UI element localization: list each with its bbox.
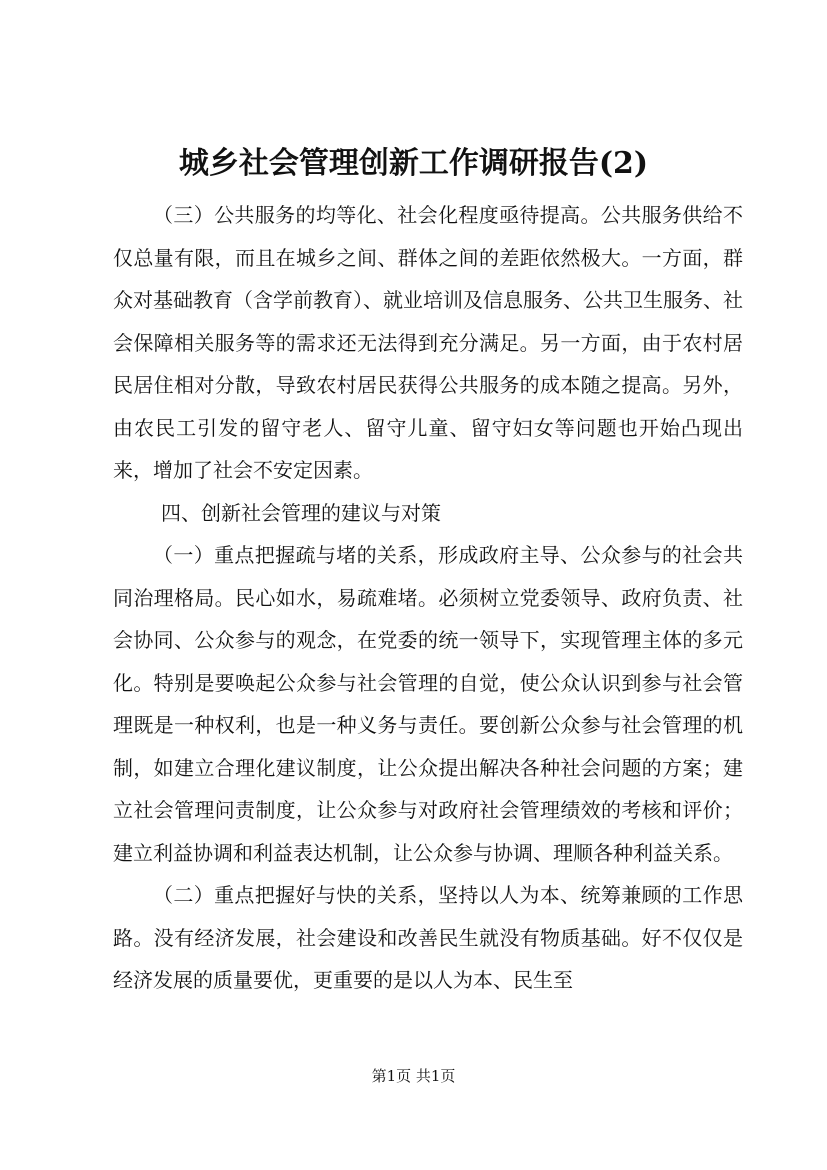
paragraph-good-and-fast: （二）重点把握好与快的关系，坚持以人为本、统筹兼顾的工作思路。没有经济发展，社会建设和改善民生就没有物质基础。好不仅仅是经济发展的质量要优，更重要的是以人为本、民生至 <box>113 883 743 992</box>
section-heading-suggestions: 四、创新社会管理的建议与对策 <box>161 500 441 525</box>
paragraph-dredge-and-block: （一）重点把握疏与堵的关系，形成政府主导、公众参与的社会共同治理格局。民心如水，易疏难堵。必须树立党委领导、政府负责、社会协同、公众参与的观念，在党委的统一领导下，实现管理主体的多元化。特别是要唤起公众参与社会管理的自觉，使公众认识到参与社会管理既是一种权利，也是一种义务与责任。要创新公众参与社会管理的机制，如建立合理化建议制度，让公众提出解决各种社会问题的方案；建立社会管理问责制度，让公众参与对政府社会管理绩效的考核和评价；建立利益协调和利益表达机制，让公众参与协调、理顺各种利益关系。 <box>113 543 743 865</box>
document-body <box>113 194 743 1002</box>
paragraph-public-services: （三）公共服务的均等化、社会化程度亟待提高。公共服务供给不仅总量有限，而且在城乡之间、群体之间的差距依然极大。一方面，群众对基础教育（含学前教育）、就业培训及信息服务、公共卫生服务、社会保障相关服务等的需求还无法得到充分满足。另一方面，由于农村居民居住相对分散，导致农村居民获得公共服务的成本随之提高。另外，由农民工引发的留守老人、留守儿童、留守妇女等问题也开始凸现出来，增加了社会不安定因素。 <box>113 203 743 482</box>
document-title: 城乡社会管理创新工作调研报告(2) <box>178 146 649 181</box>
page-number-footer: 第1页 共1页 <box>371 1067 456 1085</box>
